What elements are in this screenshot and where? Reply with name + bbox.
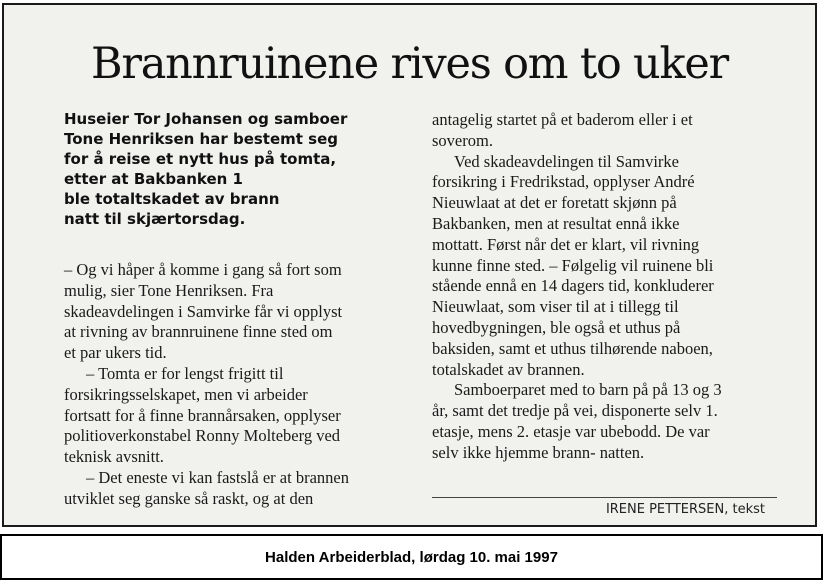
body-line: mulig, sier Tone Henriksen. Fra <box>64 280 274 300</box>
right-column <box>432 110 777 464</box>
body-line: utviklet seg ganske så raskt, og at den <box>64 488 314 508</box>
byline: IRENE PETTERSEN, tekst <box>605 502 765 517</box>
body-line: soverom. <box>432 130 493 150</box>
body-line: Nieuwlaat, som viser til at i tillegg til <box>432 297 679 317</box>
lead-line: for å reise et nytt hus på tomta, <box>64 150 337 168</box>
body-line: Ved skadeavdelingen til Samvirke <box>454 151 679 171</box>
body-line: stående ennå en 14 dagers tid, konkluderer <box>432 276 714 296</box>
body-line: fortsatt for å finne brannårsaken, opplyser <box>64 405 341 425</box>
source-caption: Halden Arbeiderblad, lørdag 10. mai 1997 <box>0 534 823 580</box>
body-line: at rivning av brannruinene finne sted om <box>64 322 333 342</box>
left-column <box>64 260 404 510</box>
body-line: totalskadet av brannen. <box>432 359 585 379</box>
lead-line: Tone Henriksen har bestemt seg <box>64 130 339 148</box>
body-line: mottatt. Først når det er klart, vil rivning <box>432 234 700 254</box>
body-line: selv ikke hjemme brann- natten. <box>432 442 645 462</box>
headline: Brannruinene rives om to uker <box>90 39 729 89</box>
body-line: år, samt det tredje på vei, disponerte selv 1. <box>432 401 718 421</box>
body-line: Nieuwlaat at det er foretatt skjønn på <box>432 193 677 213</box>
body-line: teknisk avsnitt. <box>64 447 164 467</box>
body-line: kunne finne sted. – Følgelig vil ruinene bli <box>432 255 714 275</box>
body-line: etasje, mens 2. etasje var ubebodd. De var <box>432 421 710 441</box>
lead-paragraph <box>64 109 404 229</box>
body-line: hovedbygningen, ble også et uthus på <box>432 317 681 337</box>
body-line: baksiden, samt et uthus tilhørende naboen, <box>432 338 713 358</box>
body-line: skadeavdelingen i Samvirke får vi opplyst <box>64 301 343 321</box>
body-line: – Tomta er for lengst frigitt til <box>86 363 284 383</box>
lead-line: etter at Bakbanken 1 <box>64 170 243 188</box>
lead-line: Huseier Tor Johansen og samboer <box>64 110 348 128</box>
body-line: – Og vi håper å komme i gang så fort som <box>64 260 342 279</box>
newspaper-clipping <box>2 3 817 527</box>
byline-divider <box>432 497 777 498</box>
lead-line: natt til skjærtorsdag. <box>64 210 246 228</box>
body-line: – Det eneste vi kan fastslå er at brannen <box>86 467 349 487</box>
body-line: politioverkonstabel Ronny Molteberg ved <box>64 426 341 446</box>
body-line: et par ukers tid. <box>64 343 167 363</box>
body-line: forsikringsselskapet, men vi arbeider <box>64 384 308 404</box>
body-line: antagelig startet på et baderom eller i et <box>432 110 693 129</box>
body-line: forsikring i Fredrikstad, opplyser André <box>432 172 695 192</box>
lead-line: ble totaltskadet av brann <box>64 190 280 208</box>
body-line: Bakbanken, men at resultat ennå ikke <box>432 213 680 233</box>
body-line: Samboerparet med to barn på på 13 og 3 <box>454 380 722 400</box>
